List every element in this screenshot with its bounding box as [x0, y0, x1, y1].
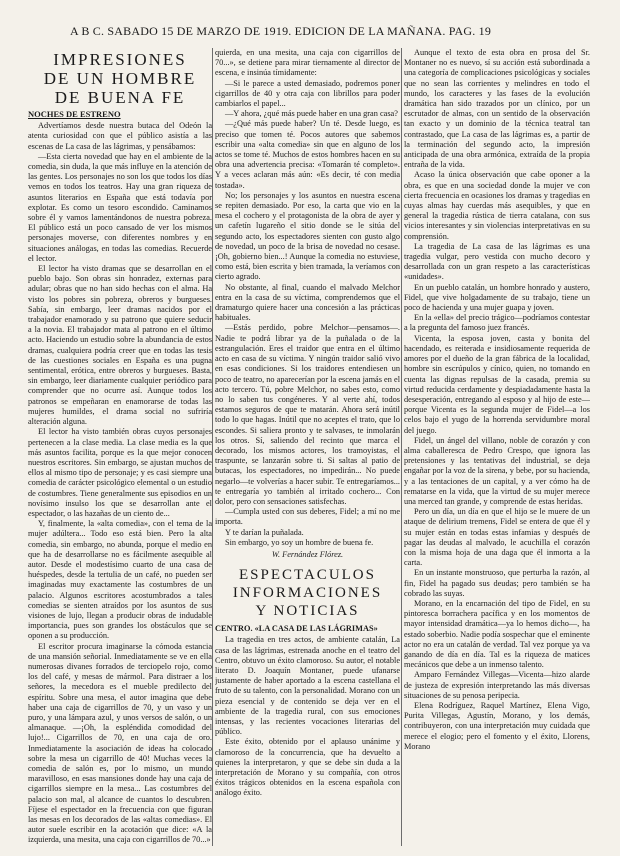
headline-line: IMPRESIONES — [53, 50, 187, 69]
paragraph: —Cumpla usted con sus deberes, Fidel; a mí no me importa. — [215, 507, 400, 527]
paragraph: —Estás perdido, pobre Melchor—pensamos—. Nadie te podrá librar ya de la puñalada o de la estrangulación. Eres el traidor que entra en el último acto en casa de su víctima. Y ningún traidor salió vivo en esas condiciones. Si los traidores entendiesen un poco de teatro, no aparecerían por la escena jamás en el acto tercero. Tú, pobre Melchor, no sabes esto, como no lo saben tus congéneres. Y al verte ahí, todos estamos seguros de que te matarán. Ahora será inútil todo lo que hagas. Inútil que no aceptes el trato, que lo escondes. Si saliera pronto y te salvases, te inmolarán los otros. Sí, saliendo del recinto que marca el decorado, los mismos actores, los tramoyistas, el traspunte, se lanzarán sobre ti. Si saltas al patio de butacas, los espectadores, no impedirán... No puede negarlo—te volverías a hacer subir. Te entregaríamos... te entregaría yo también al irritado cochero... Con dolor, pero con sensaciones satisfechas. — [215, 323, 400, 506]
column-1 — [28, 48, 212, 848]
paragraph: Advertíamos desde nuestra butaca del Odeón la atenta curiosidad con que el público asistía a las escenas de La casa de las lágrimas, y pensábamos: — [28, 121, 212, 151]
headline-line: DE UN HOMBRE — [43, 69, 197, 88]
section-title-line: ESPECTACULOS — [239, 567, 376, 584]
section-title-line: Y NOTICIAS — [255, 603, 360, 620]
section-title-line: INFORMACIONES — [232, 585, 383, 602]
paragraph: Morano, en la encarnación del tipo de Fidel, en su pintoresca borrachera pacífica y en los momentos de mayor intensidad dramática—ya lo hemos dicho—, ha estado soberbio. Nadie podía sospechar que el eminente actor no era un catalán de verdad. Tal vez porque ya va ganando de día en día. Tal es la riqueza de matices mecánicos que debe a un inmenso talento. — [404, 598, 590, 670]
paragraph: El lector ha visto dramas que se desarrollan en el pueblo bajo. Son obras sin honradez, externas para adular; obras que no han sido hechas con el alma. Ha visto los pobres sin pobreza, obreros y burgueses. Sabía, sin embargo, leer dramas nacidos por el trabajador enamorado y su patrono que quiere seducir a la novia. El trabajador mata al patrono en el último acto. Haciendo un estudio sobre la abundancia de estos dramas, cualquiera podría creer que en todas las tesis de las cuestiones sociales en España es una pugna sentimental, erótica, entre obreros y burgueses. Basta, sin embargo, leer diariamente cualquier periódico para comprender que no ocurre así. Aunque todos los patronos se empeñaran en enamorarse de todas las mujeres humildes, el drama social no sufriría alteración alguna. — [28, 264, 212, 427]
paragraph: Elena Rodríguez, Raquel Martínez, Elena Vigo, Purita Villegas, Agustín, Morano, y los demás, contribuyeron, con una interpretación muy cuidada que merece el elogio; pero el fomento y el éxito, Llorens, Morano — [404, 701, 590, 751]
column-rule — [401, 48, 402, 846]
paragraph: En un instante monstruoso, que perturba la razón, al fin, Fidel ha pagado sus deudas; pero también se ha cobrado las suyas. — [404, 568, 590, 598]
paragraph: Vicenta, la esposa joven, casta y bonita del hacendado, es reiterada e insidiosamente requerida de amores por el dueño de la gran fábrica de la localidad, hombre sin escrúpulos y cínico, quien, no tomando en cuenta las dignas repulsas de la casada, premia su virtud reducida cerdamente y despiadadamente hasta la desesperación, entregando al esposo y al hijo de este—porque Vicenta es la segunda mujer de Fidel—a los celos bajo el yugo de la horrenda servidumbre moral del juego. — [404, 333, 590, 435]
article-headline — [28, 50, 212, 107]
column-3 — [404, 48, 590, 848]
article-subhead: NOCHES DE ESTRENO — [28, 109, 121, 119]
paragraph: —Y ahora, ¿qué más puede haber en una gran casa? — [225, 109, 398, 119]
paragraph: En la «ella» del precio trágico—podríamos contestar a la pregunta del famoso juez francés. — [404, 313, 590, 333]
paragraph: El lector ha visto también obras cuyos personajes pertenecen a la clase media. La clase media es la que más asuntos facilita, porque es la que mejor conocen nuestros escritores. Sin embargo, se ajustan muchos de ellos al mismo tipo de personaje; y es casi siempre una comedia de carácter psicológico elemental o un estudio de costumbres. Tiene generalmente sus episodios en un novísimo insulso los que se desarrollan ante el espectador, o las hazañas de un ciento de... — [28, 427, 212, 518]
paragraph: La tragedia en tres actos, de ambiente catalán, La casa de las lágrimas, estrenada anoche en el teatro del Centro, obtuvo un éxito clamoroso. Su autor, el notable literato D. Joaquín Montaner, puede ufanarse justamente de haber aportado a la escena castellana el fruto de su talento, con la personalidad. Morano con un pieza esencial y de contenido se deja ver en el ambiente de la tragedia rural, con sus emociones intensas, y las recientes vocaciones literarias del público. — [215, 635, 400, 737]
paragraph: —¿Qué más puede haber? Un té. Desde luego, es preciso que tomen té. Pocos autores que sabemos escribir una «alta comedia» sin que en alguno de los actos se tome té. Muchos de estos hombres hacen en su obra una advertencia precisa: «Tomarán té completo». Y a veces aclaran más aún: «Es decir, té con media tostada». — [215, 119, 400, 190]
paragraph: Amparo Fernández Villegas—Vicenta—hizo alarde de justeza de expresión interpretando las más diversas situaciones de su penosa peripecia. — [404, 670, 590, 700]
theatre-subhead: CENTRO. «LA CASA DE LAS LÁGRIMAS» — [215, 624, 378, 634]
paragraph: No obstante, al final, cuando el malvado Melchor entra en la casa de su víctima, comprendemos que el dramaturgo quiere hacer una concesión a las prácticas habituales. — [215, 282, 400, 323]
paragraph: Y te darían la puñalada. — [225, 527, 304, 537]
paragraph: quierda, en una mesita, una caja con cigarrillos de 70...», se detiene para mirar tiernamente al director de escena, e insinúa tímidamente: — [215, 48, 400, 78]
paragraph: La tragedia de La casa de las lágrimas es una tragedia vulgar, pero vestida con mucho decoro y desarrollada con un gran respeto a las características «unidades». — [404, 241, 590, 282]
paragraph: —Esta cierta novedad que hay en el ambiente de la comedia, sin duda, la que más influye en la atención de las gentes. Los personajes no son los que todos los días vemos en todos los teatros. Hay una gran riqueza de asuntos literarios en España que está todavía por explotar. Es como un tesoro escondido. Caminamos sobre él y vamos lamentándonos de nuestra pobreza. El público está un poco cansado de ver los mismos personajes moverse, con diferentes nombres y en situaciones análogas, en todas las comedias. Recuerde el lector. — [28, 151, 212, 263]
paragraph: Sin embargo, yo soy un hombre de buena fe. — [225, 537, 374, 547]
column-rule — [212, 48, 213, 846]
paragraph: Acaso la única observación que cabe oponer a la obra, es que en una sociedad donde la mujer ve con cierta frecuencia en ocasiones los dramas y tragedias en cuyas almas hay cuerdas más asequibles, y que en general la tragedia rústica de tierra catalana, con sus vicios interesantes y sin violencias interpretativas en su comprensión. — [404, 170, 590, 241]
section-title — [215, 566, 400, 620]
paragraph: Fidel, un ángel del villano, noble de corazón y con alma caballeresca de Pedro Crespo, que ignora las pretensiones y las tentativas del industrial, se deja engañar por la voz de la sirena, y bebe, por su hacienda, y a las tentaciones de un capital, y a ver cómo ha de rematarse en la vida, que la virtud de su mujer merece una merced tan grande, y comprende de estas heridas. — [404, 435, 590, 506]
paragraph: No; los personajes y los asuntos en nuestra escena se repiten demasiado. Por eso, la carta que vio en la mesa el cochero y el protagonista de la obra de ayer y un cafetín lugareño el sitio donde se le sitúa del segundo acto, los espectadores sienten con gusto algo de novedad, un poco de la brisa de novedad no cesase. ¡Oh, gobierno bien...! Aunque la comedia no estuviese, como está, bien escrita y bien tramada, la veríamos con cierto agrado. — [215, 190, 400, 282]
paragraph: Este éxito, obtenido por el aplauso unánime y clamoroso de la concurrencia, que ha devuelto a quienes la interpretaron, y que se debe sin duda a la interpretación de Morano y su compañía, con otros éxitos trágicos obtenidos en la escena española con análogo éxito. — [215, 737, 400, 798]
author-signature: W. Fernández Flórez. — [271, 549, 344, 559]
headline-line: DE BUENA FE — [54, 88, 186, 107]
column-2 — [215, 48, 400, 848]
paragraph: Aunque el texto de esta obra en prosa del Sr. Montaner no es nuevo, sí su acción está subordinada a una categoría de complicaciones psicológicas y sociales que no sean las corrientes y melindres en todo el mundo, los caracteres y las fases de la evolución dramática han sido trazados por un clínico, por un escrutador de almas, con un sentido de la observación tan exacto y un dominio de la técnica teatral tan contrastado, que La casa de las lágrimas es, a partir de la terminación del segundo acto, la impresión anticipada de una obra armónica, extraída de la propia entraña de la vida. — [404, 48, 590, 170]
page-header: A B C. SABADO 15 DE MARZO DE 1919. EDICION DE LA MAÑANA. PAG. 19 — [70, 24, 492, 38]
paragraph: El escritor procura imaginarse la cómoda estancia de una mansión señorial. Inmediatamente se ve en ella numerosas divanes forrados de terciopelo rojo, como los del café, y mesas de mármol. Para distraer a los señores, la mecedora es el mueble predilecto del espíritu. Sobre una mesa, el autor imagina que debe haber una caja de cigarrillos de 70, y un vaso y un puro, y una lámpara azul, y unos versos de salón, o un almanaque. —¡Oh, la espléndida comodidad del lujo!... Cigarrillos de 70, en una caja de oro. Inmediatamente la asociación de ideas ha colocado sobre la mesa un cigarrillo de 40! Muchas veces la comedia de salón es, por lo mismo, un mundo maravilloso, en esas mansiones donde hay una caja de cigarrillos siempre en la mesa... Las costumbres del palacio son mal, al alcance de cuantos lo descubren. Fíjese el espectador en la frecuencia con que figuran las mesas en los decorados de las «altas comedias». El autor suele escribir en la acotación que dice: «A la izquierda, una mesita, una caja con cigarrillos de 70...» — [28, 641, 212, 845]
paragraph: Y, finalmente, la «alta comedia», con el tema de la mujer adúltera... Todo eso está bien. Pero la alta comedia, sin embargo, no abunda, porque el medio en que ha de desarrollarse no es fácilmente asequible al autor. Desde el modestísimo cuarto de una casa de huéspedes, desde la tertulia de un café, no pueden ser imaginadas muy exactamente las costumbres de un palacio. Algunos escritores acostumbrados a tales comedias se sienten atraídos por los asuntos de sus visiones de lujo, llegan a producir obras de indudable importancia, pues son grandes los obstáculos que se oponen a su producción. — [28, 519, 212, 641]
paragraph: En un pueblo catalán, un hombre honrado y austero, Fidel, que vive holgadamente de su trabajo, tiene un poco de hacienda y una mujer guapa y joven. — [404, 282, 590, 313]
paragraph: —Si le parece a usted demasiado, podremos poner cigarrillos de 40 y otra caja con librillos para poder cambiarlos el papel... — [215, 78, 400, 109]
paragraph: Pero un día, un día en que el hijo se le muere de un ataque de delirium tremens, Fidel se entera de que él y su mujer están en todas estas infamias y después de pagar las deudas al malvado, le acuchilla el corazón con la misma hoja de una daga que él inmorta a la carta. — [404, 507, 590, 568]
